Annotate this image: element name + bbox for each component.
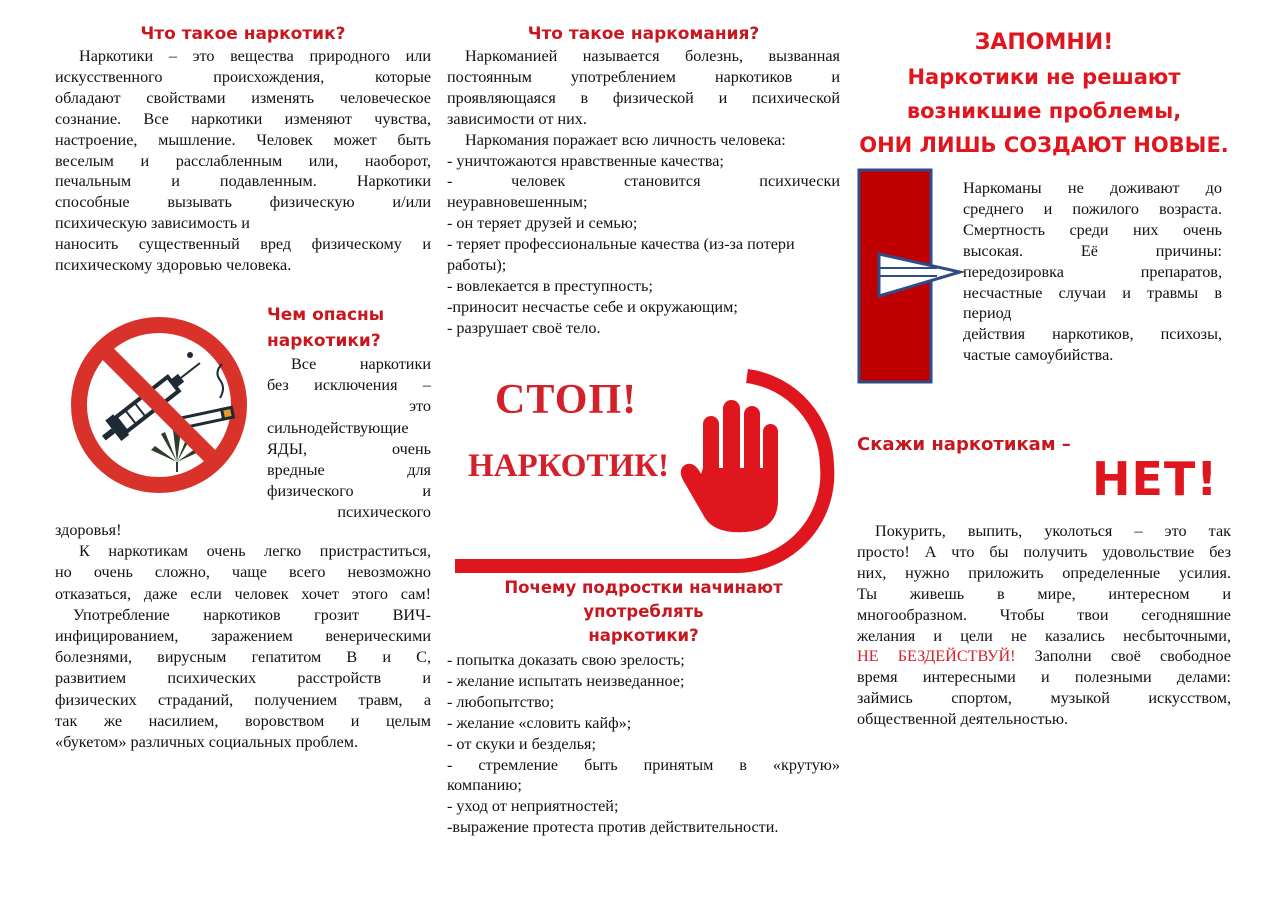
text-line: наносить существенный вред физическому и xyxy=(55,235,431,254)
text-line: искусственного происхождения, которые xyxy=(55,67,431,86)
text-line: Употребление наркотиков грозит ВИЧ- xyxy=(73,605,431,624)
drug-text: НАРКОТИК! xyxy=(468,448,670,484)
text-line: - вовлекается в преступность; xyxy=(447,276,653,295)
text-line: зависимости от них. xyxy=(447,109,587,128)
text-line: проявляющаяся в физической и психической xyxy=(447,88,840,107)
text-line: сильнодействующие xyxy=(267,418,409,437)
list-item: - желание испытать неизведанное; xyxy=(447,671,685,690)
text-line: - теряет профессиональные качества (из-за потери xyxy=(447,235,795,254)
text-line: так же насилием, воровством и целым xyxy=(55,711,431,730)
text-line: ЯДЫ, очень xyxy=(267,439,431,458)
text-line: Наркотики – это вещества природного или xyxy=(79,47,431,65)
text-line: физических страданий, получением травм, а xyxy=(55,690,431,709)
text-line: многообразном. Чтобы твои сегодняшние xyxy=(857,605,1231,624)
text-line: -приносит несчастье себе и окружающим; xyxy=(447,297,738,316)
text-line: - он теряет друзей и семью; xyxy=(447,214,638,233)
teen-reasons-block xyxy=(447,576,840,838)
list-teen-reasons xyxy=(447,650,840,838)
list-item: - желание «словить кайф»; xyxy=(447,713,632,732)
text-line: психическому здоровью человека. xyxy=(55,256,292,275)
stop-hand-icon xyxy=(681,400,778,532)
text-line: Наркомания поражает всю личность человека: xyxy=(465,130,786,149)
paragraph-health-risks xyxy=(55,520,431,753)
text-line: инфицированием, заражением венерическими xyxy=(55,627,431,646)
text-line: Наркоманией называется болезнь, вызванная xyxy=(465,47,840,65)
no-drugs-sign-icon xyxy=(62,300,257,510)
paragraph-drug-definition xyxy=(55,46,431,276)
list-item: - от скуки и безделья; xyxy=(447,734,596,753)
text-line: это xyxy=(409,397,431,416)
text-line: Ты живешь в мире, интересном и xyxy=(857,584,1231,603)
text-line: Смертность среди них очень xyxy=(963,220,1222,239)
text-line: - человек становится психически xyxy=(447,172,840,191)
text-line: здоровья! xyxy=(55,521,122,539)
text-line: ОНИ ЛИШЬ СОЗДАЮТ НОВЫЕ. xyxy=(859,133,1229,157)
net-text: НЕТ! xyxy=(1092,452,1219,506)
text-line: НЕ БЕЗДЕЙСТВУЙ! Заполни своё свободное xyxy=(857,647,1231,666)
text-line: «букетом» различных социальных проблем. xyxy=(55,733,359,752)
text-line: отказаться, даже если человек хочет этого сам! xyxy=(55,584,431,603)
heading-why-dangerous: Чем опасны наркотики? xyxy=(267,305,385,351)
remember-title: ЗАПОМНИ! xyxy=(974,30,1114,55)
text-line: психическую зависимость и xyxy=(55,214,250,233)
text-line: Покурить, выпить, уколоться – это так xyxy=(875,522,1231,540)
text-line: действия наркотиков, психозы, xyxy=(963,325,1222,344)
column-left xyxy=(55,22,431,276)
text-line: настроение, мышление. Человек может быть xyxy=(55,130,431,149)
text-line: среднего и пожилого возраста. xyxy=(963,199,1222,218)
text-line: время интересными и полезными делами: xyxy=(857,668,1231,687)
remember-block xyxy=(857,26,1231,162)
text-line: них, нужно приложить определенные усилия. xyxy=(857,563,1231,582)
column-middle xyxy=(447,22,840,339)
danger-block xyxy=(267,302,431,524)
list-item: - уход от неприятностей; xyxy=(447,797,619,816)
red-box-arrow-icon xyxy=(857,168,965,386)
paragraph-addiction-definition xyxy=(447,46,840,339)
paragraph-mortality xyxy=(963,178,1222,366)
text-line: психического xyxy=(337,503,431,522)
text-line: печальным и подавленным. Наркотики xyxy=(55,172,431,191)
text-line: частые самоубийства. xyxy=(963,346,1114,365)
text-line: период xyxy=(963,304,1012,323)
paragraph-advice xyxy=(857,521,1231,730)
text-line: но очень сложно, чаще всего невозможно xyxy=(55,563,431,582)
text-line: работы); xyxy=(447,256,507,275)
list-item: -выражение протеста против действительности. xyxy=(447,818,779,837)
text-line: передозировка препаратов, xyxy=(963,262,1222,281)
say-to-drugs: Скажи наркотикам – xyxy=(857,434,1071,455)
heading-why-teens: Почему подростки начинают употреблять наркотики? xyxy=(504,578,783,645)
text-line: высокая. Её причины: xyxy=(963,241,1222,260)
text-line: - разрушает своё тело. xyxy=(447,318,601,337)
text-line: К наркотикам очень легко пристраститься, xyxy=(79,542,431,561)
dont-be-idle-text: НЕ БЕЗДЕЙСТВУЙ! xyxy=(857,647,1016,666)
text-line: болезнями, вирусным гепатитом В и С, xyxy=(55,648,431,667)
heading-what-is-drug: Что такое наркотик? xyxy=(140,24,346,44)
text-line: Наркотики не решают xyxy=(907,65,1181,89)
text-line: Наркоманы не доживают до xyxy=(963,179,1222,197)
list-item: - попытка доказать свою зрелость; xyxy=(447,651,685,669)
list-item: - любопытство; xyxy=(447,692,555,711)
text-line: без исключения – xyxy=(267,376,431,395)
text-line: возникшие проблемы, xyxy=(906,99,1182,123)
text-line: сознание. Все наркотики изменяют чувства, xyxy=(55,109,431,128)
text-line: вредные для xyxy=(267,461,431,480)
text-line: общественной деятельностью. xyxy=(857,710,1069,729)
text-line: Все наркотики xyxy=(291,355,431,373)
text-line: физического и xyxy=(267,482,431,501)
paragraph-danger xyxy=(267,354,431,524)
text-line: желания и цели не казались несбыточными, xyxy=(857,626,1231,645)
stop-text: СТОП! xyxy=(495,377,638,423)
text-line: постоянным употреблением наркотиков и xyxy=(447,67,840,86)
heading-what-is-addiction: Что такое наркомания? xyxy=(527,24,760,44)
text-line: развитием психических расстройств и xyxy=(55,669,431,688)
text-line: способные вызывать физическую и/или xyxy=(55,193,431,212)
text-line: просто! А что бы получить удовольствие без xyxy=(857,542,1231,561)
text-line: несчастные случаи и травмы в xyxy=(963,283,1222,302)
text-line: займись спортом, музыкой искусством, xyxy=(857,689,1231,708)
text-line: веселым и расслабленным или, наоборот, xyxy=(55,151,431,170)
text-line: неуравновешенным; xyxy=(447,193,588,212)
list-item: - стремление быть принятым в «крутую» xyxy=(447,755,840,774)
text-line: - уничтожаются нравственные качества; xyxy=(447,151,724,170)
list-item: компанию; xyxy=(447,776,522,795)
text-line: обладают свойствами изменять человеческое xyxy=(55,88,431,107)
